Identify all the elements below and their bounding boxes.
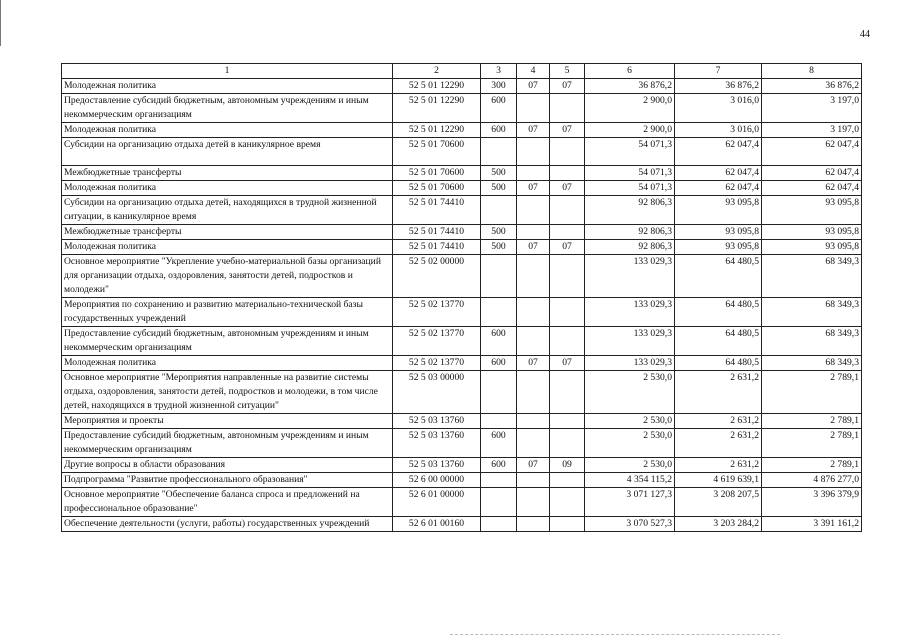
row-code-cell: 52 5 03 00000 xyxy=(393,371,481,414)
table-row xyxy=(62,356,862,371)
table-row xyxy=(62,181,862,196)
row-section-cell xyxy=(517,517,550,532)
row-type-cell xyxy=(481,255,517,298)
row-value-year3-cell: 4 876 277,0 xyxy=(762,473,862,488)
row-subsection-cell: 07 xyxy=(550,79,585,94)
row-code-cell: 52 5 01 12290 xyxy=(393,94,481,123)
row-type-cell xyxy=(481,473,517,488)
row-section-cell: 07 xyxy=(517,458,550,473)
row-subsection-cell xyxy=(550,138,585,166)
row-section-cell xyxy=(517,473,550,488)
row-section-cell xyxy=(517,166,550,181)
table-row xyxy=(62,327,862,356)
row-type-cell xyxy=(481,138,517,166)
header-cell: 1 xyxy=(62,64,393,79)
row-value-year1-cell: 92 806,3 xyxy=(585,196,675,225)
row-value-year3-cell: 62 047,4 xyxy=(762,166,862,181)
row-code-cell: 52 5 01 70600 xyxy=(393,138,481,166)
row-name-cell: Мероприятия по сохранению и развитию материально-технической базы государственных учреждений xyxy=(62,298,393,327)
row-value-year3-cell: 3 396 379,9 xyxy=(762,488,862,517)
row-value-year1-cell: 133 029,3 xyxy=(585,327,675,356)
row-value-year1-cell: 3 071 127,3 xyxy=(585,488,675,517)
row-section-cell: 07 xyxy=(517,181,550,196)
row-name-cell: Молодежная политика xyxy=(62,79,393,94)
row-code-cell: 52 5 01 74410 xyxy=(393,240,481,255)
row-value-year3-cell: 68 349,3 xyxy=(762,255,862,298)
row-name-cell: Основное мероприятие "Обеспечение баланса спроса и предложений на профессиональное образование" xyxy=(62,488,393,517)
row-type-cell: 600 xyxy=(481,94,517,123)
row-value-year1-cell: 92 806,3 xyxy=(585,225,675,240)
row-value-year1-cell: 54 071,3 xyxy=(585,181,675,196)
row-name-cell: Основное мероприятие "Мероприятия направленные на развитие системы отдыха, оздоровления, занятости детей, подростков и молодежи, в том числе детей, находящихся в трудной жизненной ситуации" xyxy=(62,371,393,414)
row-type-cell xyxy=(481,371,517,414)
row-type-cell: 300 xyxy=(481,79,517,94)
row-code-cell: 52 5 02 13770 xyxy=(393,327,481,356)
row-value-year2-cell: 64 480,5 xyxy=(675,356,762,371)
row-value-year3-cell: 62 047,4 xyxy=(762,181,862,196)
scan-artifact-line xyxy=(450,634,780,636)
row-value-year1-cell: 2 530,0 xyxy=(585,429,675,458)
table-row xyxy=(62,371,862,414)
row-value-year1-cell: 4 354 115,2 xyxy=(585,473,675,488)
row-value-year2-cell: 3 208 207,5 xyxy=(675,488,762,517)
row-section-cell xyxy=(517,255,550,298)
row-section-cell xyxy=(517,371,550,414)
row-subsection-cell xyxy=(550,429,585,458)
row-value-year1-cell: 92 806,3 xyxy=(585,240,675,255)
row-value-year2-cell: 2 631,2 xyxy=(675,458,762,473)
row-section-cell xyxy=(517,196,550,225)
row-value-year3-cell: 93 095,8 xyxy=(762,240,862,255)
table-row xyxy=(62,225,862,240)
row-code-cell: 52 5 03 13760 xyxy=(393,414,481,429)
row-code-cell: 52 5 01 12290 xyxy=(393,79,481,94)
row-type-cell xyxy=(481,298,517,327)
row-section-cell: 07 xyxy=(517,123,550,138)
table-row xyxy=(62,138,862,166)
row-value-year1-cell: 2 900,0 xyxy=(585,94,675,123)
row-value-year3-cell: 93 095,8 xyxy=(762,225,862,240)
table-row xyxy=(62,123,862,138)
row-value-year3-cell: 3 391 161,2 xyxy=(762,517,862,532)
row-type-cell: 600 xyxy=(481,356,517,371)
row-type-cell: 600 xyxy=(481,429,517,458)
scan-edge-line xyxy=(0,0,1,46)
row-section-cell xyxy=(517,429,550,458)
header-cell: 5 xyxy=(550,64,585,79)
table-row xyxy=(62,458,862,473)
row-value-year1-cell: 36 876,2 xyxy=(585,79,675,94)
row-type-cell: 600 xyxy=(481,327,517,356)
row-section-cell xyxy=(517,94,550,123)
row-section-cell xyxy=(517,225,550,240)
row-value-year3-cell: 68 349,3 xyxy=(762,356,862,371)
row-type-cell: 600 xyxy=(481,123,517,138)
row-type-cell: 500 xyxy=(481,240,517,255)
row-value-year3-cell: 3 197,0 xyxy=(762,94,862,123)
row-type-cell: 600 xyxy=(481,458,517,473)
row-name-cell: Субсидии на организацию отдыха детей в каникулярное время xyxy=(62,138,393,166)
table-row xyxy=(62,94,862,123)
table-row xyxy=(62,488,862,517)
row-value-year3-cell: 93 095,8 xyxy=(762,196,862,225)
row-value-year3-cell: 2 789,1 xyxy=(762,458,862,473)
table-row xyxy=(62,166,862,181)
row-section-cell xyxy=(517,327,550,356)
row-value-year3-cell: 68 349,3 xyxy=(762,327,862,356)
row-value-year3-cell: 2 789,1 xyxy=(762,414,862,429)
page-number: 44 xyxy=(860,29,870,40)
row-name-cell: Основное мероприятие "Укрепление учебно-материальной базы организаций для организации отдыха, оздоровления, занятости детей, подростков и молодежи" xyxy=(62,255,393,298)
header-cell: 6 xyxy=(585,64,675,79)
row-value-year2-cell: 93 095,8 xyxy=(675,196,762,225)
table-row xyxy=(62,196,862,225)
row-section-cell xyxy=(517,488,550,517)
row-section-cell: 07 xyxy=(517,240,550,255)
row-code-cell: 52 5 02 13770 xyxy=(393,298,481,327)
row-code-cell: 52 5 01 74410 xyxy=(393,225,481,240)
row-value-year2-cell: 93 095,8 xyxy=(675,240,762,255)
row-code-cell: 52 5 02 13770 xyxy=(393,356,481,371)
row-section-cell xyxy=(517,138,550,166)
row-code-cell: 52 5 01 12290 xyxy=(393,123,481,138)
row-value-year1-cell: 54 071,3 xyxy=(585,166,675,181)
row-value-year3-cell: 62 047,4 xyxy=(762,138,862,166)
row-name-cell: Молодежная политика xyxy=(62,123,393,138)
row-subsection-cell xyxy=(550,196,585,225)
row-value-year2-cell: 2 631,2 xyxy=(675,429,762,458)
row-value-year2-cell: 64 480,5 xyxy=(675,255,762,298)
table-row xyxy=(62,79,862,94)
table-body xyxy=(62,64,862,532)
row-section-cell xyxy=(517,298,550,327)
row-code-cell: 52 5 03 13760 xyxy=(393,458,481,473)
row-value-year1-cell: 2 530,0 xyxy=(585,414,675,429)
header-cell: 3 xyxy=(481,64,517,79)
table-row xyxy=(62,473,862,488)
row-name-cell: Молодежная политика xyxy=(62,356,393,371)
row-value-year1-cell: 2 530,0 xyxy=(585,458,675,473)
row-code-cell: 52 5 01 70600 xyxy=(393,166,481,181)
table-row xyxy=(62,517,862,532)
table-row xyxy=(62,429,862,458)
row-value-year2-cell: 3 203 284,2 xyxy=(675,517,762,532)
row-subsection-cell: 07 xyxy=(550,123,585,138)
row-subsection-cell xyxy=(550,371,585,414)
row-name-cell: Предоставление субсидий бюджетным, автономным учреждениям и иным некоммерческим организациям xyxy=(62,327,393,356)
row-type-cell xyxy=(481,196,517,225)
row-subsection-cell xyxy=(550,488,585,517)
row-subsection-cell xyxy=(550,298,585,327)
row-value-year2-cell: 3 016,0 xyxy=(675,94,762,123)
table-row xyxy=(62,240,862,255)
row-value-year1-cell: 2 530,0 xyxy=(585,371,675,414)
row-type-cell: 500 xyxy=(481,181,517,196)
row-value-year2-cell: 36 876,2 xyxy=(675,79,762,94)
row-name-cell: Другие вопросы в области образования xyxy=(62,458,393,473)
row-code-cell: 52 5 01 70600 xyxy=(393,181,481,196)
row-value-year2-cell: 2 631,2 xyxy=(675,414,762,429)
row-value-year2-cell: 2 631,2 xyxy=(675,371,762,414)
row-name-cell: Предоставление субсидий бюджетным, автономным учреждениям и иным некоммерческим организациям xyxy=(62,429,393,458)
row-value-year2-cell: 64 480,5 xyxy=(675,298,762,327)
row-subsection-cell: 07 xyxy=(550,181,585,196)
row-subsection-cell xyxy=(550,225,585,240)
row-type-cell: 500 xyxy=(481,225,517,240)
row-name-cell: Субсидии на организацию отдыха детей, находящихся в трудной жизненной ситуации, в каникулярное время xyxy=(62,196,393,225)
row-value-year2-cell: 62 047,4 xyxy=(675,181,762,196)
row-value-year2-cell: 4 619 639,1 xyxy=(675,473,762,488)
row-value-year1-cell: 133 029,3 xyxy=(585,255,675,298)
row-subsection-cell: 09 xyxy=(550,458,585,473)
row-value-year3-cell: 2 789,1 xyxy=(762,371,862,414)
row-value-year2-cell: 3 016,0 xyxy=(675,123,762,138)
row-value-year3-cell: 3 197,0 xyxy=(762,123,862,138)
row-value-year3-cell: 68 349,3 xyxy=(762,298,862,327)
table-row xyxy=(62,255,862,298)
row-name-cell: Подпрограмма "Развитие профессионального образования" xyxy=(62,473,393,488)
row-code-cell: 52 6 01 00000 xyxy=(393,488,481,517)
row-value-year1-cell: 133 029,3 xyxy=(585,356,675,371)
header-cell: 4 xyxy=(517,64,550,79)
row-section-cell: 07 xyxy=(517,79,550,94)
row-value-year3-cell: 2 789,1 xyxy=(762,429,862,458)
header-cell: 2 xyxy=(393,64,481,79)
row-value-year2-cell: 62 047,4 xyxy=(675,138,762,166)
row-subsection-cell: 07 xyxy=(550,356,585,371)
row-value-year1-cell: 54 071,3 xyxy=(585,138,675,166)
row-type-cell: 500 xyxy=(481,166,517,181)
row-code-cell: 52 6 00 00000 xyxy=(393,473,481,488)
row-type-cell xyxy=(481,517,517,532)
row-value-year2-cell: 64 480,5 xyxy=(675,327,762,356)
row-subsection-cell xyxy=(550,473,585,488)
row-section-cell: 07 xyxy=(517,356,550,371)
row-subsection-cell xyxy=(550,327,585,356)
row-name-cell: Мероприятия и проекты xyxy=(62,414,393,429)
row-type-cell xyxy=(481,488,517,517)
table-header-row xyxy=(62,64,862,79)
row-subsection-cell xyxy=(550,414,585,429)
row-value-year2-cell: 93 095,8 xyxy=(675,225,762,240)
row-name-cell: Межбюджетные трансферты xyxy=(62,166,393,181)
row-name-cell: Молодежная политика xyxy=(62,240,393,255)
row-section-cell xyxy=(517,414,550,429)
row-name-cell: Межбюджетные трансферты xyxy=(62,225,393,240)
row-subsection-cell xyxy=(550,94,585,123)
row-subsection-cell xyxy=(550,166,585,181)
row-code-cell: 52 5 01 74410 xyxy=(393,196,481,225)
row-subsection-cell xyxy=(550,255,585,298)
row-value-year1-cell: 133 029,3 xyxy=(585,298,675,327)
row-value-year2-cell: 62 047,4 xyxy=(675,166,762,181)
table-row xyxy=(62,414,862,429)
row-name-cell: Молодежная политика xyxy=(62,181,393,196)
budget-table xyxy=(61,63,862,532)
row-subsection-cell: 07 xyxy=(550,240,585,255)
row-code-cell: 52 5 02 00000 xyxy=(393,255,481,298)
row-value-year1-cell: 2 900,0 xyxy=(585,123,675,138)
row-name-cell: Обеспечение деятельности (услуги, работы) государственных учреждений xyxy=(62,517,393,532)
row-code-cell: 52 5 03 13760 xyxy=(393,429,481,458)
row-value-year1-cell: 3 070 527,3 xyxy=(585,517,675,532)
table-row xyxy=(62,298,862,327)
row-value-year3-cell: 36 876,2 xyxy=(762,79,862,94)
row-type-cell xyxy=(481,414,517,429)
row-code-cell: 52 6 01 00160 xyxy=(393,517,481,532)
header-cell: 7 xyxy=(675,64,762,79)
row-subsection-cell xyxy=(550,517,585,532)
header-cell: 8 xyxy=(762,64,862,79)
row-name-cell: Предоставление субсидий бюджетным, автономным учреждениям и иным некоммерческим организациям xyxy=(62,94,393,123)
